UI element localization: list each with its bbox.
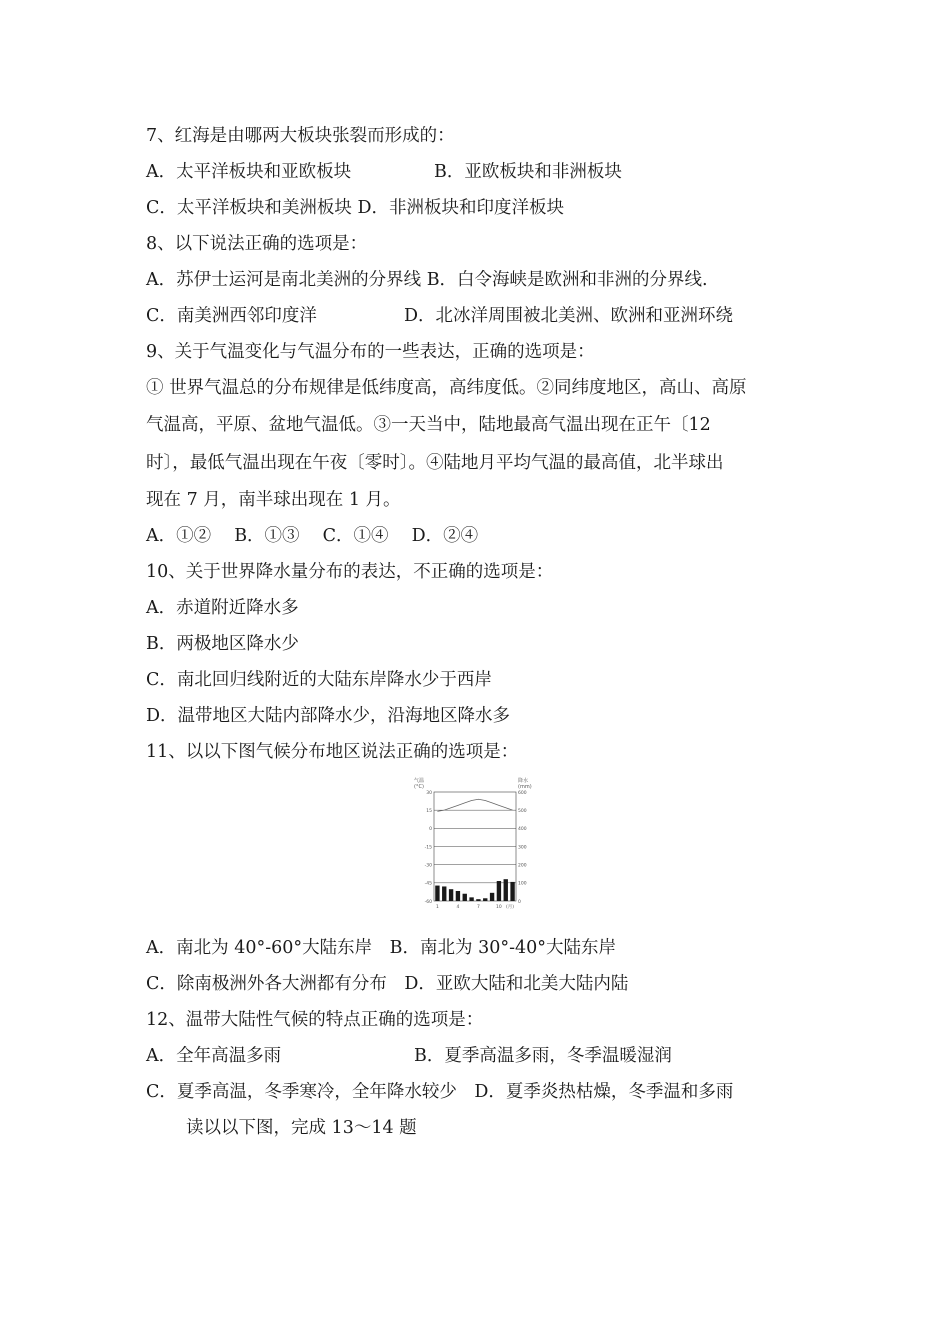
chart-precip-bar — [442, 886, 446, 901]
chart-month-tick-label: 7 — [476, 905, 480, 910]
q7-options-cd: C．太平洋板块和美洲板块 D．非洲板块和印度洋板块 — [146, 198, 564, 218]
chart-month-tick-label: 4 — [456, 905, 460, 910]
chart-temp-tick-label: -15 — [424, 845, 432, 851]
chart-precip-bar — [497, 881, 501, 901]
q10-option-d: D．温带地区大陆内部降水少，沿海地区降水多 — [146, 706, 511, 726]
chart-left-axis-label: 气温 — [414, 778, 425, 784]
q8-stem: 8、以下说法正确的选项是： — [146, 234, 368, 254]
chart-month-tick-label: 1 — [435, 905, 439, 910]
chart-precip-bar — [504, 879, 508, 901]
q9-body-line2: 气温高，平原、盆地气温低。③一天当中，陆地最高气温出现在正午〔12 — [146, 415, 711, 435]
q9-stem: 9、关于气温变化与气温分布的一些表达，正确的选项是： — [146, 342, 595, 362]
chart-temp-tick-label: -60 — [424, 899, 432, 905]
q10-option-b: B．两极地区降水少 — [146, 634, 299, 654]
q12-option-a: A．全年高温多雨 — [146, 1046, 282, 1066]
q8-option-d: D．北冰洋周围被北美洲、欧洲和亚洲环绕 — [404, 306, 734, 326]
q9-body-line3: 时〕，最低气温出现在午夜〔零时〕。④陆地月平均气温的最高值，北半球出 — [146, 453, 724, 473]
q8-options-ab: A．苏伊士运河是南北美洲的分界线 B．白令海峡是欧洲和非洲的分界线. — [146, 270, 708, 290]
q10-stem: 10、关于世界降水量分布的表达，不正确的选项是： — [146, 562, 554, 582]
q11-options-ab: A．南北为 40°-60°大陆东岸 B．南北为 30°-40°大陆东岸 — [146, 938, 617, 958]
chart-precip-tick-label: 100 — [518, 881, 527, 887]
q7-stem: 7、红海是由哪两大板块张裂而形成的： — [146, 126, 455, 146]
chart-temp-tick-label: -45 — [424, 881, 432, 887]
chart-precip-tick-label: 400 — [518, 827, 527, 833]
q9-options: A．①② B．①③ C．①④ D．②④ — [146, 526, 479, 546]
chart-left-axis-unit: (°C) — [414, 784, 424, 790]
chart-precip-bar — [483, 898, 487, 901]
chart-month-tick-label: 10 — [496, 905, 502, 910]
chart-precip-bar — [510, 882, 514, 901]
chart-temp-tick-label: -30 — [424, 863, 432, 869]
chart-precip-bar — [490, 893, 494, 901]
chart-precip-tick-label: 300 — [518, 845, 527, 851]
chart-precip-bar — [476, 899, 480, 901]
q10-option-c: C．南北回归线附近的大陆东岸降水少于西岸 — [146, 670, 492, 690]
q9-body-line4: 现在 7 月，南半球出现在 1 月。 — [146, 490, 401, 510]
chart-right-axis-label: 降水 — [518, 778, 529, 784]
chart-month-tick-label: (月) — [505, 905, 515, 910]
chart-precip-tick-label: 0 — [518, 899, 521, 905]
chart-temp-tick-label: 30 — [426, 790, 432, 796]
chart-precip-bar — [449, 889, 453, 901]
chart-right-axis-unit: (mm) — [518, 784, 532, 790]
chart-temp-tick-label: 0 — [429, 827, 432, 833]
chart-precip-tick-label: 600 — [518, 790, 527, 796]
chart-precip-tick-label: 500 — [518, 808, 527, 814]
q12-options-cd: C．夏季高温，冬季寒冷，全年降水较少 D．夏季炎热枯燥，冬季温和多雨 — [146, 1082, 734, 1102]
q12-option-b: B．夏季高温多雨，冬季温暖湿润 — [414, 1046, 672, 1066]
chart-precip-bar — [469, 897, 473, 901]
chart-precip-bar — [456, 891, 460, 901]
chart-precip-tick-label: 200 — [518, 863, 527, 869]
q9-body-line1: ① 世界气温总的分布规律是低纬度高，高纬度低。②同纬度地区，高山、高原 — [146, 378, 747, 398]
chart-temp-tick-label: 15 — [426, 808, 432, 814]
q7-option-b: B．亚欧板块和非洲板块 — [434, 162, 622, 182]
climate-chart — [412, 775, 538, 913]
reading-instruction: 读以以下图，完成 13～14 题 — [186, 1118, 417, 1138]
chart-precip-bar — [463, 894, 467, 901]
q8-option-c: C．南美洲西邻印度洋 — [146, 306, 317, 326]
q11-options-cd: C．除南极洲外各大洲都有分布 D．亚欧大陆和北美大陆内陆 — [146, 974, 629, 994]
q12-stem: 12、温带大陆性气候的特点正确的选项是： — [146, 1010, 484, 1030]
q11-stem: 11、以以下图气候分布地区说法正确的选项是： — [146, 742, 519, 762]
q10-option-a: A．赤道附近降水多 — [146, 598, 299, 618]
chart-precip-bar — [435, 886, 439, 901]
q7-option-a: A．太平洋板块和亚欧板块 — [146, 162, 352, 182]
